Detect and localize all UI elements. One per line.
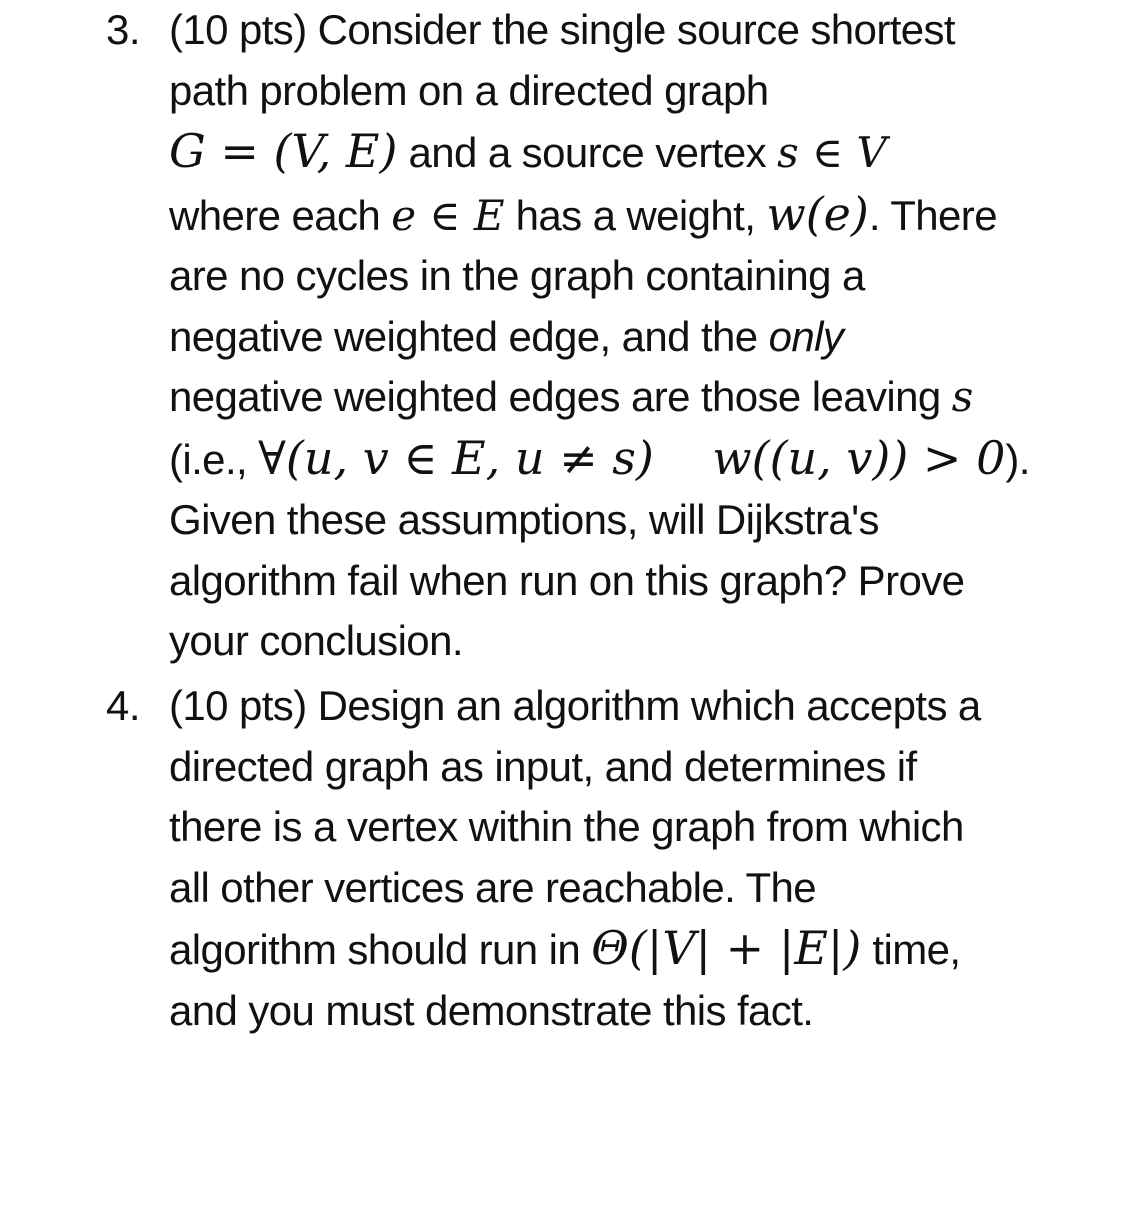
text-line	[169, 121, 1104, 184]
math-expression: ∀(u, v ∈ E, u ≠ s) w((u, v)) > 0	[258, 430, 1006, 485]
text-run: algorithm fail when run on this graph? Prove	[169, 556, 965, 604]
text-line	[169, 611, 1104, 672]
text-run: algorithm should run in	[169, 926, 592, 973]
text-run: there is a vertex within the graph from which	[169, 803, 964, 850]
text-run: (10 pts) Design an algorithm which accepts a	[169, 682, 981, 729]
text-run: . There	[868, 191, 997, 239]
text-run: are no cycles in the graph containing a	[169, 252, 865, 299]
text-run: directed graph as input, and determines if	[169, 742, 917, 790]
text-run: ).	[1005, 435, 1030, 483]
emphasis-text: only	[768, 312, 844, 360]
text-run: negative weighted edges are those leaving	[169, 373, 952, 420]
text-run: where each	[169, 191, 392, 239]
math-expression: G = (V, E)	[169, 124, 398, 178]
text-line	[169, 428, 1104, 491]
text-line	[169, 551, 1104, 612]
text-run: has a weight,	[504, 191, 767, 239]
text-run: and you must demonstrate this fact.	[169, 986, 814, 1034]
math-expression: s	[951, 372, 974, 421]
math-expression: w(e)	[766, 186, 869, 241]
math-expression: s ∈ V	[777, 128, 887, 177]
text-run: (i.e.,	[169, 435, 259, 483]
text-line	[169, 0, 1104, 61]
text-line	[169, 918, 1104, 981]
problem-number: 4.	[106, 682, 141, 729]
text-run: time,	[861, 926, 961, 973]
text-line	[169, 61, 1104, 122]
math-expression: e ∈ E	[391, 190, 505, 240]
problem-number: 3.	[106, 6, 141, 53]
text-line	[169, 307, 1104, 368]
text-line	[169, 858, 1104, 919]
problem-text	[169, 676, 1104, 1041]
problem-text	[169, 0, 1104, 672]
text-run: all other vertices are reachable. The	[169, 863, 817, 911]
math-expression: Θ(|V| + |E|)	[591, 921, 862, 975]
text-run: Given these assumptions, will Dijkstra's	[169, 496, 879, 543]
text-run: negative weighted edge, and the	[169, 312, 769, 360]
text-line	[169, 246, 1104, 307]
text-line	[169, 797, 1104, 858]
text-line	[169, 981, 1104, 1042]
text-run: your conclusion.	[169, 617, 463, 664]
text-line	[169, 184, 1104, 247]
text-line	[169, 490, 1104, 551]
text-run: and a source vertex	[397, 129, 778, 176]
text-line	[169, 737, 1104, 798]
text-run: path problem on a directed graph	[169, 66, 769, 114]
text-line	[169, 367, 1104, 428]
text-line	[169, 676, 1104, 737]
text-run: (10 pts) Consider the single source shortest	[169, 6, 955, 53]
